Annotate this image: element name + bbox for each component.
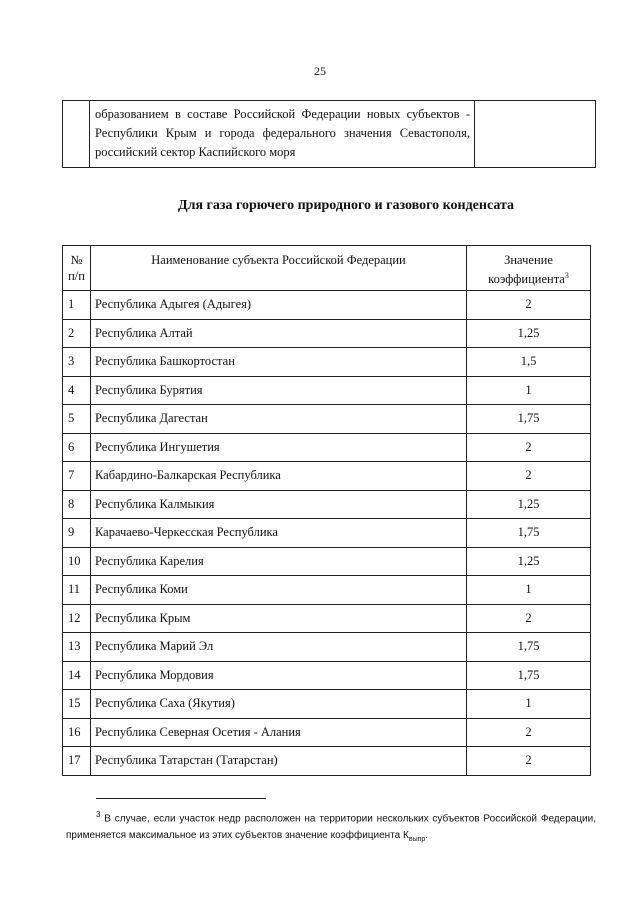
footnote-text: В случае, если участок недр расположен на территории нескольких субъектов Российской Федерации, применяется максимальное из этих субъектов значение коэффициента К <box>66 813 596 842</box>
row-coefficient: 1 <box>467 376 591 405</box>
header-number <box>63 246 91 291</box>
table-row <box>63 547 591 576</box>
row-coefficient: 1 <box>467 576 591 605</box>
row-coefficient: 1,25 <box>467 490 591 519</box>
table-row <box>63 376 591 405</box>
row-number: 8 <box>63 490 91 519</box>
table-row <box>63 519 591 548</box>
header-value-line1: Значение <box>504 253 553 267</box>
table-row <box>63 576 591 605</box>
table-row <box>63 319 591 348</box>
row-subject-name: Республика Мордовия <box>91 661 467 690</box>
header-value-line2: коэффициента <box>488 272 565 287</box>
table-body <box>63 291 591 776</box>
footnote <box>66 806 596 848</box>
row-subject-name: Республика Ингушетия <box>91 433 467 462</box>
page-number: 25 <box>314 64 326 78</box>
row-coefficient: 1,25 <box>467 547 591 576</box>
row-number: 12 <box>63 604 91 633</box>
table-row <box>63 490 591 519</box>
row-subject-name: Кабардино-Балкарская Республика <box>91 462 467 491</box>
header-number-line1: № <box>70 253 83 267</box>
row-subject-name: Республика Коми <box>91 576 467 605</box>
row-number: 14 <box>63 661 91 690</box>
header-number-line2: п/п <box>68 269 85 283</box>
table-row <box>63 405 591 434</box>
row-number: 13 <box>63 633 91 662</box>
row-coefficient: 2 <box>467 747 591 776</box>
row-number: 7 <box>63 462 91 491</box>
footnote-end: . <box>425 830 429 842</box>
row-number: 2 <box>63 319 91 348</box>
row-subject-name: Республика Северная Осетия - Алания <box>91 718 467 747</box>
table-row <box>63 633 591 662</box>
row-coefficient: 1,5 <box>467 348 591 377</box>
coefficient-table <box>62 245 591 776</box>
row-coefficient: 2 <box>467 433 591 462</box>
footnote-divider <box>96 798 266 799</box>
row-subject-name: Республика Калмыкия <box>91 490 467 519</box>
row-number: 3 <box>63 348 91 377</box>
row-coefficient: 1,75 <box>467 661 591 690</box>
empty-value-cell <box>475 101 596 168</box>
row-number: 15 <box>63 690 91 719</box>
row-subject-name: Республика Саха (Якутия) <box>91 690 467 719</box>
table-row <box>63 291 591 320</box>
row-number: 17 <box>63 747 91 776</box>
footnote-subscript: выпр <box>408 836 426 844</box>
row-coefficient: 2 <box>467 462 591 491</box>
table-row <box>63 101 596 168</box>
table-row <box>63 604 591 633</box>
row-number: 1 <box>63 291 91 320</box>
row-coefficient: 1,25 <box>467 319 591 348</box>
table-row <box>63 718 591 747</box>
row-subject-name: Республика Марий Эл <box>91 633 467 662</box>
table-header-row <box>63 246 591 291</box>
row-subject-name: Республика Карелия <box>91 547 467 576</box>
row-coefficient: 2 <box>467 291 591 320</box>
row-subject-name: Карачаево-Черкесская Республика <box>91 519 467 548</box>
row-number: 16 <box>63 718 91 747</box>
table-row <box>63 747 591 776</box>
row-number: 4 <box>63 376 91 405</box>
footnote-marker: 3 <box>96 810 101 819</box>
row-coefficient: 2 <box>467 718 591 747</box>
row-subject-name: Республика Алтай <box>91 319 467 348</box>
row-coefficient: 1 <box>467 690 591 719</box>
row-number: 6 <box>63 433 91 462</box>
header-name: Наименование субъекта Российской Федерации <box>91 246 467 291</box>
row-number: 10 <box>63 547 91 576</box>
row-coefficient: 1,75 <box>467 633 591 662</box>
continuation-text: образованием в составе Российской Федерации новых субъектов - Республики Крым и города федерального значения Севастополя, российский сектор Каспийского моря <box>90 101 475 168</box>
row-subject-name: Республика Татарстан (Татарстан) <box>91 747 467 776</box>
row-number: 11 <box>63 576 91 605</box>
empty-number-cell <box>63 101 90 168</box>
table-row <box>63 690 591 719</box>
footnote-ref: 3 <box>564 271 569 280</box>
row-number: 9 <box>63 519 91 548</box>
row-coefficient: 1,75 <box>467 519 591 548</box>
row-coefficient: 2 <box>467 604 591 633</box>
continuation-table <box>62 100 596 168</box>
header-value <box>467 246 591 291</box>
table-row <box>63 348 591 377</box>
row-subject-name: Республика Крым <box>91 604 467 633</box>
row-subject-name: Республика Бурятия <box>91 376 467 405</box>
row-coefficient: 1,75 <box>467 405 591 434</box>
section-heading: Для газа горючего природного и газового конденсата <box>177 198 515 213</box>
row-number: 5 <box>63 405 91 434</box>
table-row <box>63 433 591 462</box>
row-subject-name: Республика Дагестан <box>91 405 467 434</box>
table-row <box>63 661 591 690</box>
row-subject-name: Республика Адыгея (Адыгея) <box>91 291 467 320</box>
row-subject-name: Республика Башкортостан <box>91 348 467 377</box>
table-row <box>63 462 591 491</box>
